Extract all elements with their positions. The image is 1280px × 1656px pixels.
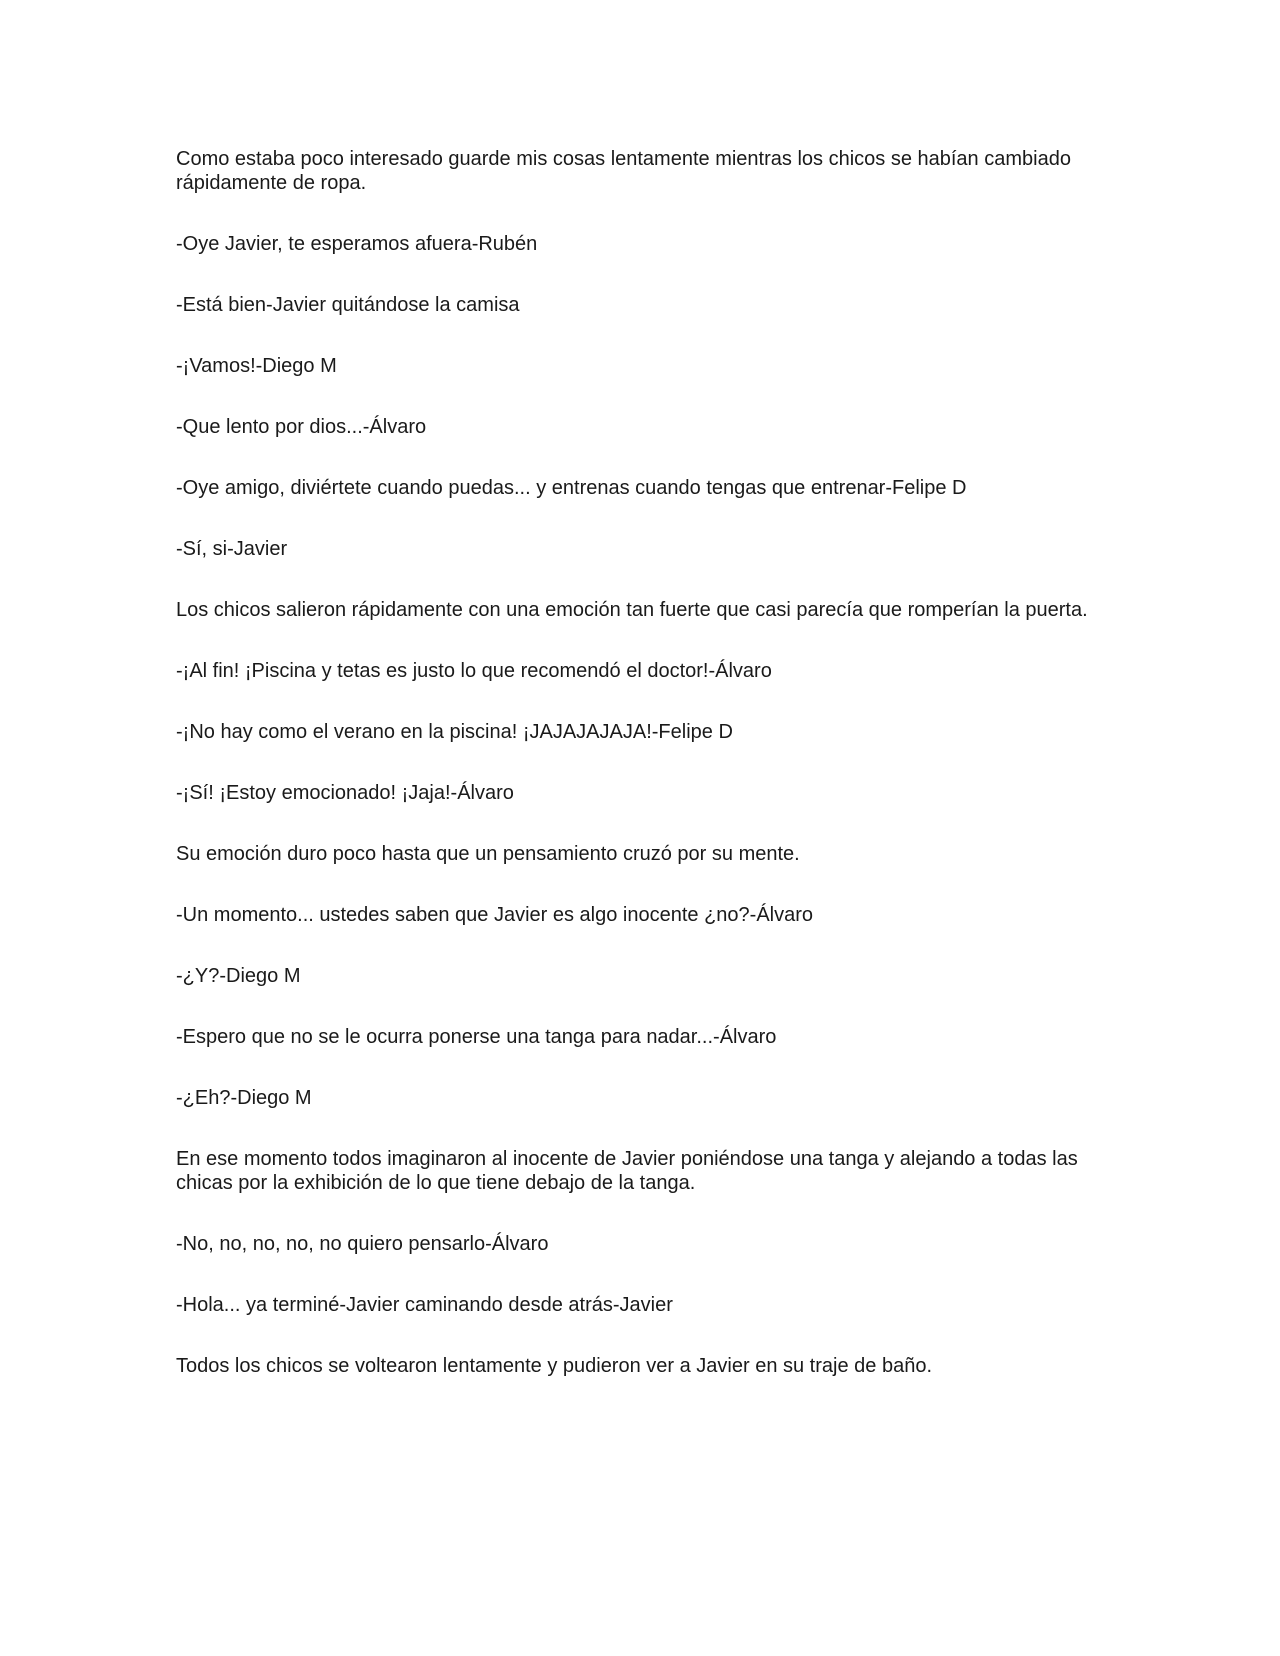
- paragraph: -¡Sí! ¡Estoy emocionado! ¡Jaja!-Álvaro: [176, 782, 514, 804]
- paragraph: -No, no, no, no, no quiero pensarlo-Álvaro: [176, 1233, 549, 1255]
- document-body: [176, 147, 1091, 1415]
- paragraph: -¿Eh?-Diego M: [176, 1087, 312, 1109]
- paragraph: Como estaba poco interesado guarde mis cosas lentamente mientras los chicos se habían cambiado rápidamente de ropa.: [176, 148, 1071, 194]
- paragraph: -Espero que no se le ocurra ponerse una tanga para nadar...-Álvaro: [176, 1026, 777, 1048]
- paragraph: -Está bien-Javier quitándose la camisa: [176, 294, 520, 316]
- paragraph: -Un momento... ustedes saben que Javier es algo inocente ¿no?-Álvaro: [176, 904, 814, 926]
- paragraph: Los chicos salieron rápidamente con una emoción tan fuerte que casi parecía que romperían la puerta.: [176, 599, 1088, 621]
- paragraph: -Oye Javier, te esperamos afuera-Rubén: [176, 233, 538, 255]
- paragraph: -Hola... ya terminé-Javier caminando desde atrás-Javier: [176, 1294, 673, 1316]
- paragraph: -¿Y?-Diego M: [176, 965, 301, 987]
- paragraph: Todos los chicos se voltearon lentamente y pudieron ver a Javier en su traje de baño.: [176, 1355, 932, 1377]
- paragraph: -¡Vamos!-Diego M: [176, 355, 337, 377]
- paragraph: -Sí, si-Javier: [176, 538, 288, 560]
- paragraph: Su emoción duro poco hasta que un pensamiento cruzó por su mente.: [176, 843, 800, 865]
- paragraph: En ese momento todos imaginaron al inocente de Javier poniéndose una tanga y alejando a todas las chicas por la exhibición de lo que tiene debajo de la tanga.: [176, 1148, 1078, 1194]
- paragraph: -Oye amigo, diviértete cuando puedas... y entrenas cuando tengas que entrenar-Felipe D: [176, 477, 967, 499]
- paragraph: -¡No hay como el verano en la piscina! ¡JAJAJAJAJA!-Felipe D: [176, 721, 733, 743]
- paragraph: -¡Al fin! ¡Piscina y tetas es justo lo que recomendó el doctor!-Álvaro: [176, 660, 772, 682]
- paragraph: -Que lento por dios...-Álvaro: [176, 416, 427, 438]
